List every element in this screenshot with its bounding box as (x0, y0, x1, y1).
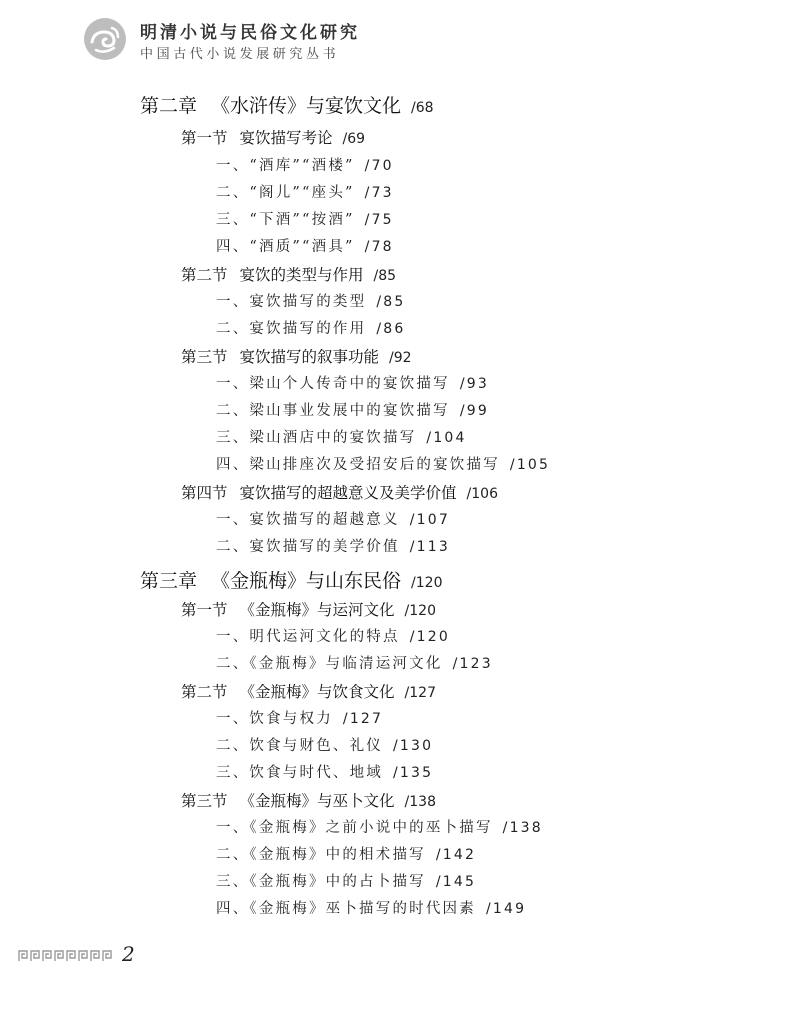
page-reference: /107 (409, 512, 450, 528)
chapter-number: 第三章 (140, 570, 198, 592)
page-reference: /70 (364, 158, 394, 174)
page-reference: /106 (466, 486, 498, 502)
toc-item (216, 712, 383, 727)
page-reference: /69 (342, 131, 366, 147)
item-title: 四、梁山排座次及受招安后的宴饮描写 (216, 457, 500, 473)
toc-item (216, 240, 394, 255)
section-title: 《金瓶梅》与饮食文化 (239, 683, 395, 701)
toc-section (181, 350, 412, 366)
page-reference: /135 (393, 765, 434, 781)
page-number: 2 (122, 942, 135, 966)
toc-item (216, 875, 476, 890)
item-title: 一、梁山个人传奇中的宴饮描写 (216, 376, 450, 392)
page-reference: /105 (509, 457, 551, 473)
series-title: 明清小说与民俗文化研究 (140, 23, 360, 43)
item-title: 一、《金瓶梅》之前小说中的巫卜描写 (216, 820, 493, 836)
section-number: 第一节 (181, 601, 228, 619)
page-reference: /145 (435, 874, 477, 890)
toc-item (216, 848, 476, 863)
section-number: 第三节 (181, 348, 228, 366)
item-title: 一、宴饮描写的超越意义 (216, 512, 400, 528)
page-reference: /142 (435, 847, 477, 863)
section-number: 第一节 (181, 129, 228, 147)
page-reference: /120 (409, 629, 450, 645)
toc-section (181, 603, 436, 619)
item-title: 一、“酒库”“酒楼” (216, 158, 355, 174)
section-title: 《金瓶梅》与运河文化 (239, 601, 395, 619)
item-title: 四、《金瓶梅》巫卜描写的时代因素 (216, 901, 476, 917)
page-reference: /149 (485, 901, 527, 917)
section-number: 第三节 (181, 792, 228, 810)
page-reference: /113 (409, 539, 450, 555)
item-title: 四、“酒质”“酒具” (216, 239, 355, 255)
toc-item (216, 902, 526, 917)
toc-item (216, 322, 405, 337)
section-number: 第二节 (181, 266, 228, 284)
toc-item (216, 186, 394, 201)
toc-item (216, 431, 467, 446)
toc-item (216, 540, 450, 555)
toc-section (181, 486, 498, 502)
toc-item (216, 159, 394, 174)
item-title: 一、宴饮描写的类型 (216, 294, 367, 310)
page-reference: /138 (404, 794, 436, 810)
toc-item (216, 213, 394, 228)
series-subtitle: 中国古代小说发展研究丛书 (140, 47, 340, 62)
item-title: 三、《金瓶梅》中的占卜描写 (216, 874, 426, 890)
toc-item (216, 739, 433, 754)
item-title: 二、宴饮描写的美学价值 (216, 539, 400, 555)
page-reference: /99 (459, 403, 489, 419)
page-reference: /92 (389, 350, 412, 366)
item-title: 二、《金瓶梅》中的相术描写 (216, 847, 426, 863)
section-title: 宴饮描写的叙事功能 (239, 348, 380, 366)
running-header (82, 14, 402, 64)
toc-section (181, 794, 436, 810)
item-title: 一、饮食与权力 (216, 711, 333, 727)
chapter-number: 第二章 (140, 95, 198, 117)
page-reference: /104 (426, 430, 467, 446)
section-number: 第四节 (181, 484, 228, 502)
page-reference: /130 (393, 738, 434, 754)
toc-section (181, 685, 436, 701)
chapter-title: 《水浒传》与宴饮文化 (211, 95, 402, 117)
page-reference: /68 (411, 100, 434, 116)
page-reference: /120 (411, 575, 443, 591)
toc-item (216, 657, 493, 672)
toc-section (181, 131, 365, 147)
toc-item (216, 404, 489, 419)
key-pattern-ornament-icon (18, 950, 118, 962)
page-reference: /123 (452, 656, 493, 672)
page-reference: /127 (404, 685, 436, 701)
page-reference: /138 (502, 820, 543, 836)
page-reference: /120 (404, 603, 436, 619)
toc-item (216, 766, 433, 781)
item-title: 二、梁山事业发展中的宴饮描写 (216, 403, 450, 419)
toc-item (216, 458, 550, 473)
page-reference: /127 (342, 711, 384, 727)
toc-item (216, 821, 543, 836)
item-title: 三、“下酒”“按酒” (216, 212, 355, 228)
section-title: 宴饮描写考论 (239, 129, 333, 147)
toc-chapter (140, 572, 442, 591)
chapter-title: 《金瓶梅》与山东民俗 (211, 570, 402, 592)
page-reference: /73 (364, 185, 394, 201)
section-title: 宴饮的类型与作用 (239, 266, 364, 284)
toc-section (181, 268, 396, 284)
section-number: 第二节 (181, 683, 228, 701)
item-title: 三、梁山酒店中的宴饮描写 (216, 430, 417, 446)
cloud-ornament-icon (82, 16, 128, 62)
item-title: 三、饮食与时代、地域 (216, 765, 383, 781)
page-reference: /86 (376, 321, 406, 337)
item-title: 二、宴饮描写的作用 (216, 321, 367, 337)
item-title: 二、《金瓶梅》与临清运河文化 (216, 656, 443, 672)
section-title: 宴饮描写的超越意义及美学价值 (239, 484, 457, 502)
page-reference: /85 (376, 294, 406, 310)
item-title: 一、明代运河文化的特点 (216, 629, 400, 645)
page-reference: /75 (364, 212, 394, 228)
page-reference: /93 (459, 376, 489, 392)
item-title: 二、“阁儿”“座头” (216, 185, 355, 201)
toc-item (216, 377, 489, 392)
section-title: 《金瓶梅》与巫卜文化 (239, 792, 395, 810)
toc-item (216, 630, 450, 645)
toc-chapter (140, 97, 434, 116)
item-title: 二、饮食与财色、礼仪 (216, 738, 383, 754)
toc-item (216, 513, 450, 528)
page-reference: /85 (373, 268, 397, 284)
toc-item (216, 295, 405, 310)
page-reference: /78 (364, 239, 394, 255)
